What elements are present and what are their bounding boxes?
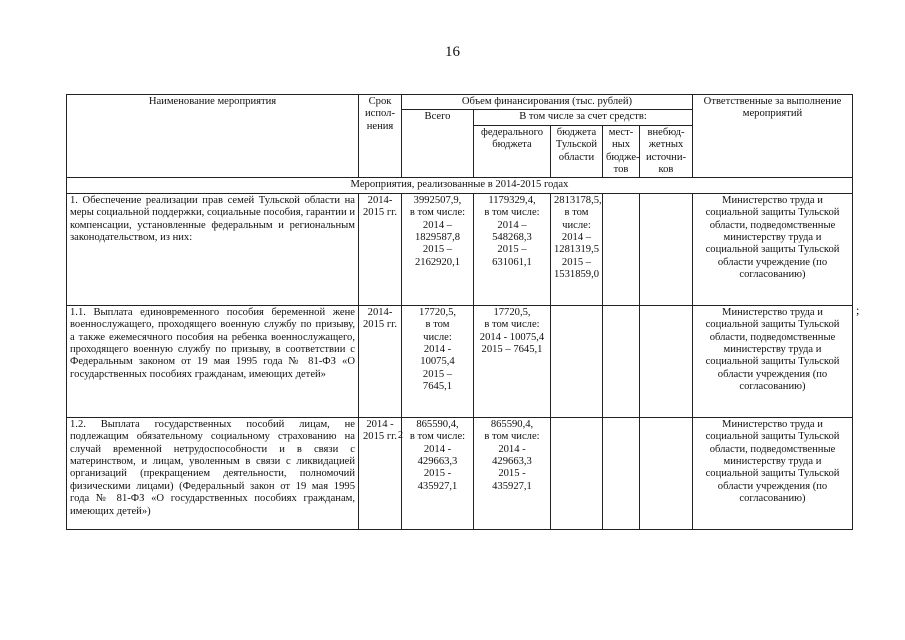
row-name: 1. Обеспечение реализации прав семей Тульской области на меры социальной поддержки, социальные пособия, гарантии и компенсации, установленные федеральным и региональным законодательством, из них: [67, 193, 359, 305]
header-extra: внебюд-жетных источни-ков [640, 125, 693, 178]
row-extra [640, 305, 693, 417]
header-name: Наименование мероприятия [67, 95, 359, 178]
row-term: 2014 - 2015 гг. [359, 417, 402, 529]
header-total: Всего [402, 110, 474, 178]
row-term: 2014- 2015 гг. [359, 305, 402, 417]
header-row-1 [67, 95, 853, 110]
row-federal: 17720,5, в том числе: 2014 - 10075,4 2015 – 7645,1 [474, 305, 551, 417]
row-total: 865590,4, в том числе: 2014 - 429663,3 2015 - 435927,1 [402, 417, 474, 529]
row-total: 3992507,9, в том числе: 2014 – 1829587,8 2015 – 2162920,1 [402, 193, 474, 305]
side-mark: ; [856, 303, 860, 317]
row-responsible: Министерство труда и социальной защиты Тульской области, подведомственные министерству труда и социальной защиты Тульской области учреждения (по согласованию) [693, 417, 853, 529]
tick-mark: 2 [398, 430, 403, 441]
section-row [67, 178, 853, 193]
row-name: 1.1. Выплата единовременного пособия беременной жене военнослужащего, проходящего военную службу по призыву, а также ежемесячного пособия на ребенка военнослужащего, проходящего военную службу по призыву, в соответствии с Федеральным законом от 19 мая 1995 года № 81-ФЗ «О государственных пособиях гражданам, имеющих детей» [67, 305, 359, 417]
row-responsible: Министерство труда и социальной защиты Тульской области, подведомственные министерству труда и социальной защиты Тульской области учреждение (по согласованию) [693, 193, 853, 305]
header-term: Срок испол-нения [359, 95, 402, 178]
row-responsible: Министерство труда и социальной защиты Тульской области, подведомственные министерству труда и социальной защиты Тульской области учреждения (по согласованию) [693, 305, 853, 417]
row-total: 17720,5, в том числе: 2014 - 10075,4 2015 – 7645,1 [402, 305, 474, 417]
table-row [67, 417, 853, 529]
row-name: 1.2. Выплата государственных пособий лицам, не подлежащим обязательному социальному страхованию на случай временной нетрудоспособности и в связи с материнством, и лицам, уволенным в связи с ликвидацией организаций (прекращением деятельности, полномочий физическими лицами) (Федеральный закон от 19 мая 1995 года № 81-ФЗ «О государственных пособиях гражданам, имеющих детей») [67, 417, 359, 529]
header-regional: бюджета Тульской области [551, 125, 603, 178]
header-local: мест-ных бюдже-тов [603, 125, 640, 178]
header-responsible: Ответственные за выполнение мероприятий [693, 95, 853, 178]
row-federal: 865590,4, в том числе: 2014 - 429663,3 2015 - 435927,1 [474, 417, 551, 529]
table-row [67, 305, 853, 417]
row-extra [640, 193, 693, 305]
row-federal: 1179329,4, в том числе: 2014 – 548268,3 2015 – 631061,1 [474, 193, 551, 305]
section-title: Мероприятия, реализованные в 2014-2015 годах [67, 178, 853, 193]
header-including: В том числе за счет средств: [474, 110, 693, 125]
row-term: 2014- 2015 гг. [359, 193, 402, 305]
row-regional: 2813178,5, в том числе: 2014 – 1281319,5 2015 – 1531859,0 [551, 193, 603, 305]
row-local [603, 417, 640, 529]
table-row [67, 193, 853, 305]
row-extra [640, 417, 693, 529]
row-regional [551, 305, 603, 417]
row-local [603, 305, 640, 417]
header-federal: федерального бюджета [474, 125, 551, 178]
page-number: 16 [445, 44, 460, 60]
header-funding: Объем финансирования (тыс. рублей) [402, 95, 693, 110]
row-local [603, 193, 640, 305]
funding-table [66, 94, 853, 530]
row-regional [551, 417, 603, 529]
